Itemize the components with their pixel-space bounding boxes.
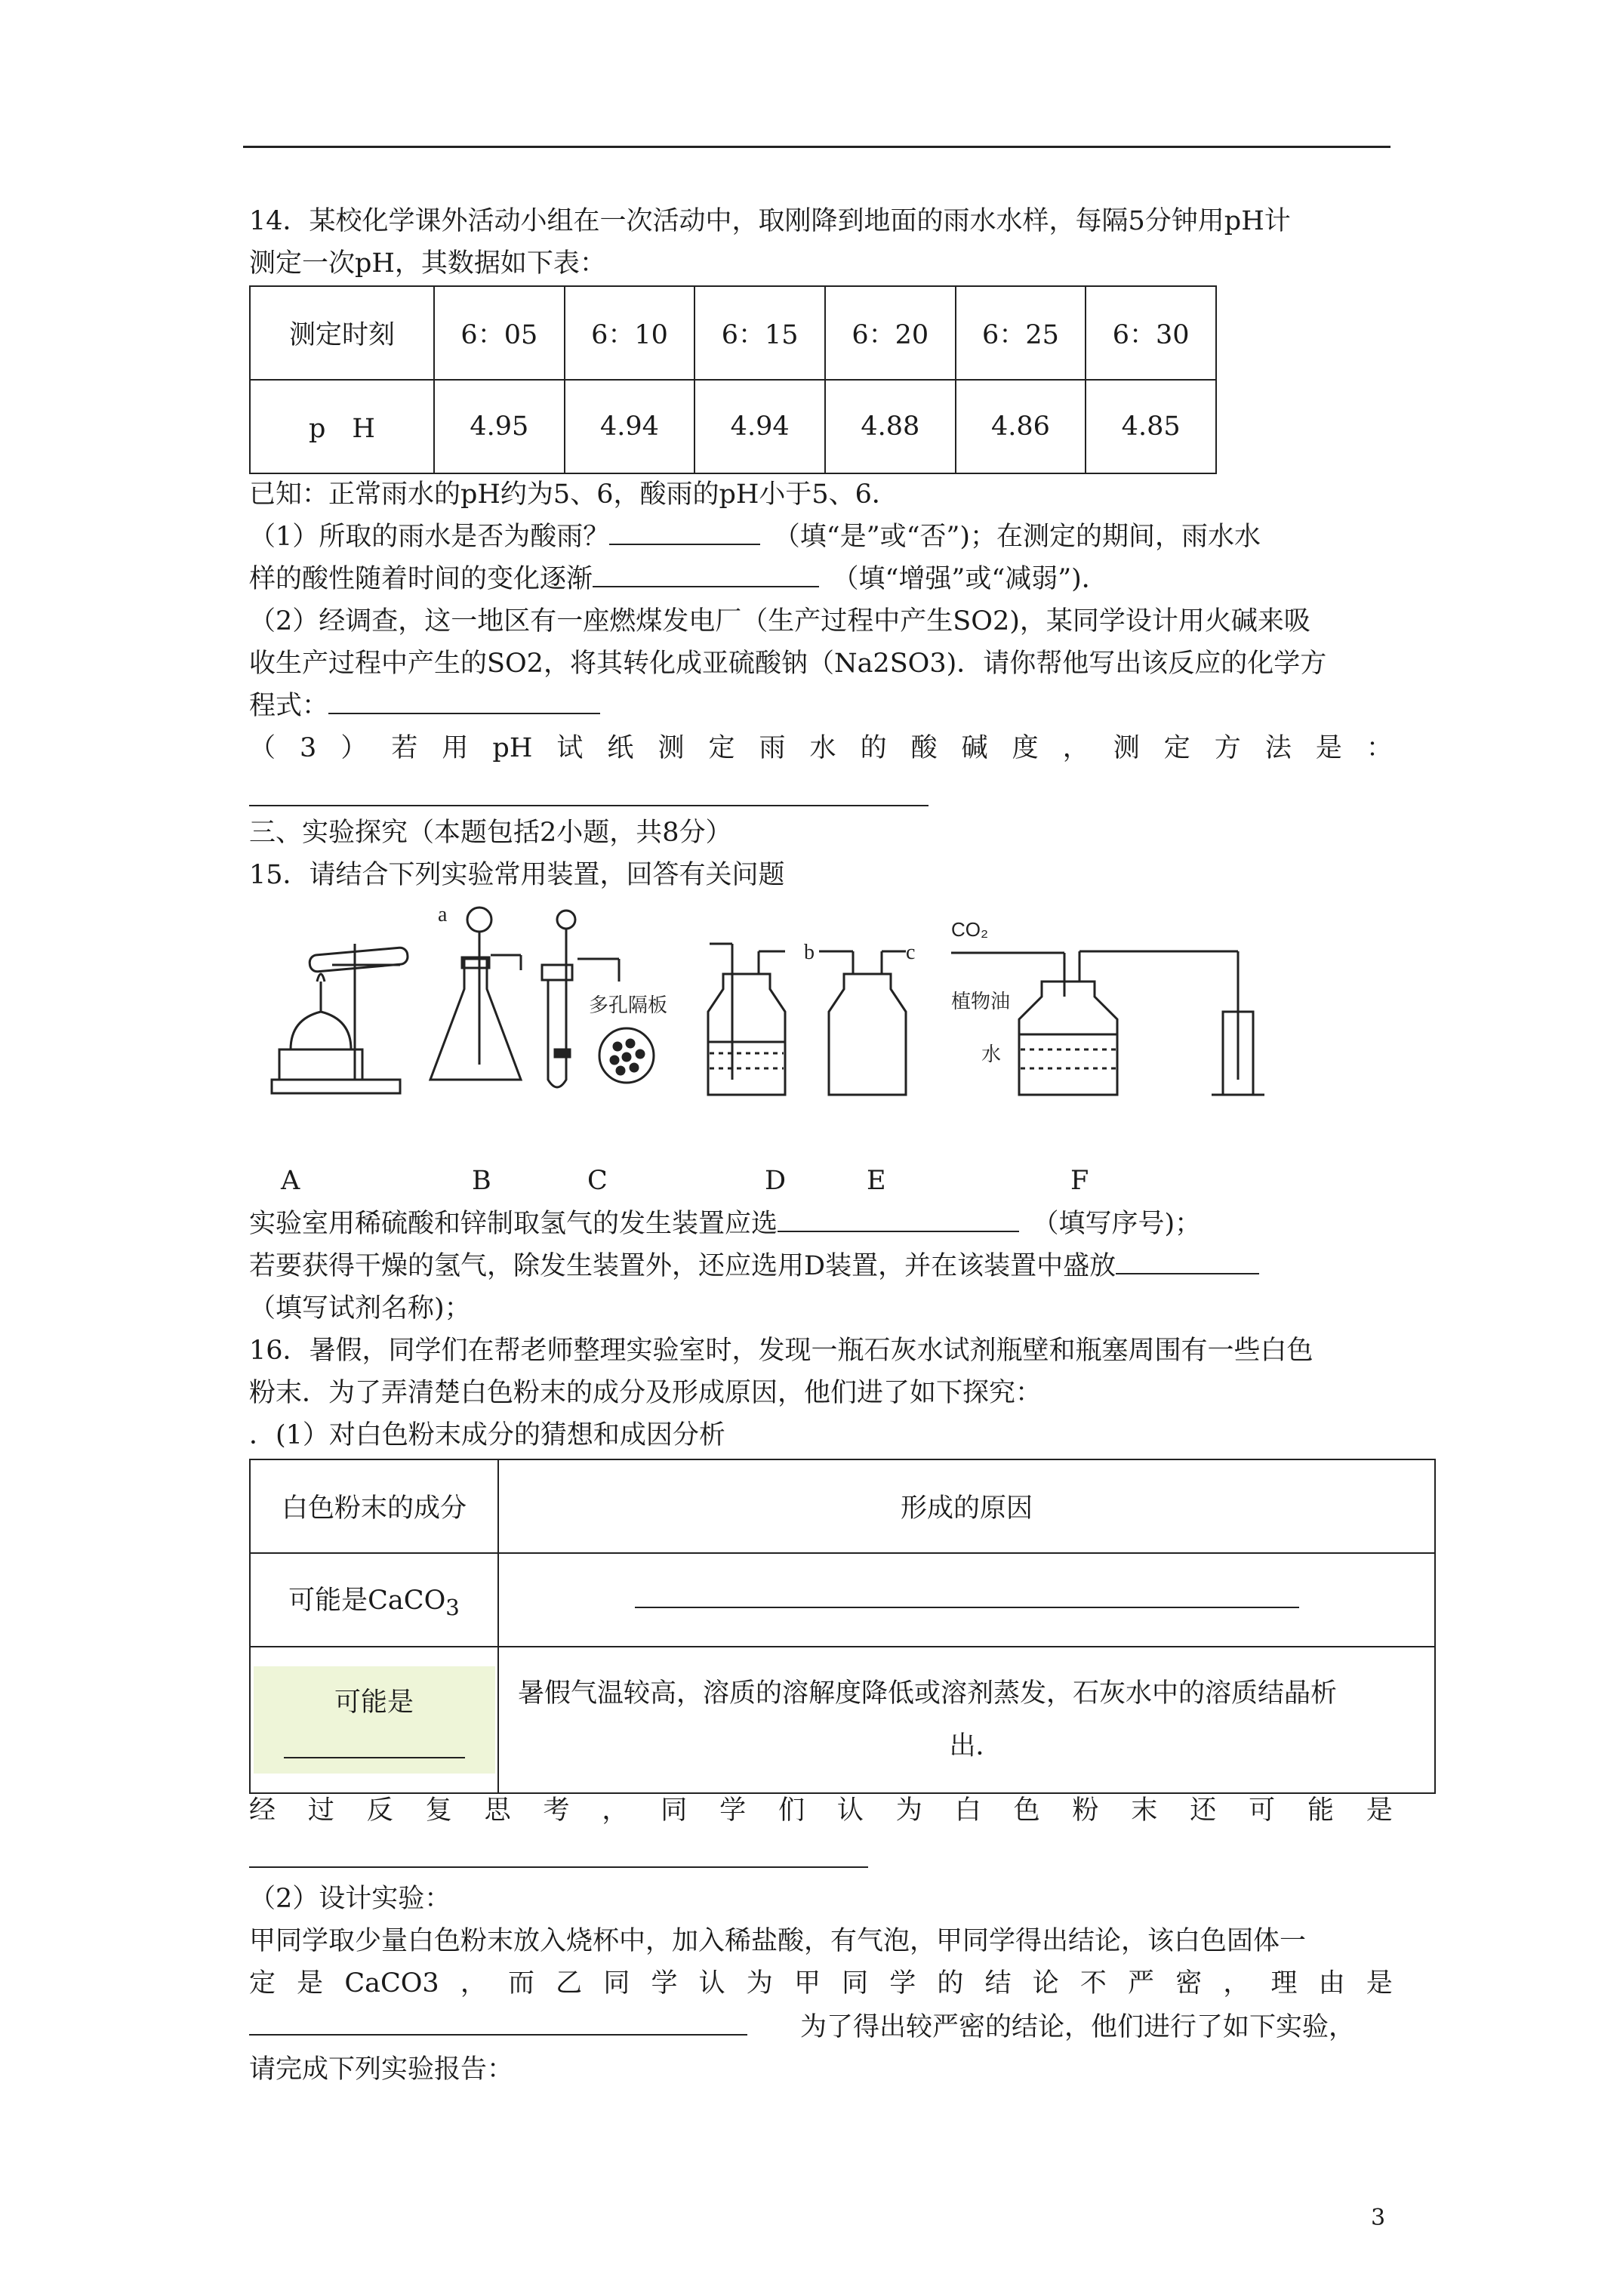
char: 的: [937, 1968, 964, 1999]
char: 末: [1131, 1795, 1158, 1826]
char: 密: [1175, 1968, 1203, 1999]
page-number: 3: [1371, 2205, 1386, 2231]
char: 们: [778, 1795, 805, 1826]
char: 认: [836, 1795, 864, 1826]
char: 为: [746, 1968, 773, 1999]
lab-equipment-figure: [257, 898, 1434, 1140]
char: 复: [425, 1795, 452, 1826]
char: CaCO3: [344, 1968, 439, 1999]
table-cell: 4.85: [1086, 380, 1216, 473]
char: 反: [366, 1795, 393, 1826]
q15-title: 15．请结合下列实验常用装置，回答有关问题: [249, 860, 785, 890]
table-cell: 4.86: [956, 380, 1086, 473]
q14-p3-char: 方: [1214, 733, 1241, 763]
table-cell: 6：20: [825, 286, 956, 380]
q14-p3-char: 度: [1012, 733, 1039, 763]
char: 经: [249, 1795, 276, 1826]
char: 粉: [1072, 1795, 1099, 1826]
char: 是: [1366, 1968, 1393, 1999]
char: 色: [1013, 1795, 1040, 1826]
figure-label-a: A: [281, 1166, 300, 1196]
table-cell: [498, 1553, 1435, 1647]
char: 过: [307, 1795, 334, 1826]
answer-blank[interactable]: [249, 1866, 868, 1868]
table-header: 形成的原因: [498, 1459, 1435, 1553]
q14-p3-char: ：: [1366, 733, 1393, 763]
q15-line3: （填写试剂名称)；: [249, 1293, 471, 1324]
q15-l1a: 实验室用稀硫酸和锌制取氢气的发生装置应选: [249, 1209, 778, 1239]
q14-p3-char: 若: [391, 733, 418, 763]
char: 考: [543, 1795, 570, 1826]
q16-p2-line1: 甲同学取少量白色粉末放入烧杯中，加入稀盐酸，有气泡，甲同学得出结论，该白色固体一: [249, 1926, 1307, 1956]
answer-blank[interactable]: [284, 1727, 465, 1758]
answer-blank[interactable]: [778, 1205, 1019, 1232]
partition-label: 多孔隔板: [589, 994, 668, 1017]
q15-line2: [249, 1247, 1393, 1285]
char: 而: [508, 1968, 535, 1999]
q14-p3-char: 法: [1264, 733, 1292, 763]
q14-p3-char: 测: [658, 733, 685, 763]
q16-after-line: [249, 1792, 1393, 1829]
apparatus-a: [272, 944, 408, 1093]
oil-label: 植物油: [951, 991, 1011, 1013]
q15-line1: [249, 1205, 1393, 1243]
q16-line1: 16．暑假，同学们在帮老师整理实验室时，发现一瓶石灰水试剂瓶壁和瓶塞周围有一些白色: [249, 1336, 1313, 1366]
apparatus-d: [708, 944, 785, 1095]
char: 同: [603, 1968, 630, 1999]
char: 认: [698, 1968, 725, 1999]
char: 同: [842, 1968, 869, 1999]
apparatus-e: [804, 941, 915, 1095]
q14-p3-char: 水: [809, 733, 836, 763]
table-cell: [250, 1647, 498, 1793]
char: 学: [889, 1968, 916, 1999]
char: 白: [954, 1795, 981, 1826]
table-cell: 6：05: [434, 286, 565, 380]
table-row: [250, 286, 1216, 380]
table-row: [250, 1553, 1435, 1647]
subscript: 3: [445, 1595, 460, 1620]
cell-text: 可能是CaCO: [288, 1586, 446, 1616]
char: 结: [984, 1968, 1012, 1999]
table-cell: [498, 1647, 1435, 1793]
table-cell: 4.95: [434, 380, 565, 473]
q14-p3-line: [249, 729, 1393, 767]
char: 乙: [556, 1968, 583, 1999]
q16-p2-line4: 请完成下列实验报告：: [249, 2054, 514, 2085]
q14-p1c: 样的酸性随着时间的变化逐渐: [249, 564, 593, 594]
q14-p2c: 程式：: [249, 691, 329, 721]
char: 理: [1270, 1968, 1298, 1999]
answer-box[interactable]: [254, 1666, 495, 1774]
answer-blank[interactable]: [635, 1601, 1299, 1608]
char: ，: [1223, 1968, 1250, 1999]
answer-blank[interactable]: [1116, 1247, 1259, 1274]
char: 是: [1366, 1795, 1393, 1826]
char: 论: [1032, 1968, 1059, 1999]
label-c: c: [906, 941, 916, 964]
char: 甲: [793, 1968, 821, 1999]
table-cell: [250, 1553, 498, 1647]
answer-blank[interactable]: [249, 805, 929, 806]
q14-p3-char: （: [249, 733, 276, 763]
apparatus-c: [542, 911, 667, 1087]
q14-p3-char: pH: [492, 733, 533, 763]
q16-p2-line2: [249, 1965, 1393, 2002]
char: 定: [249, 1968, 276, 1999]
apparatus-f: [951, 918, 1264, 1095]
answer-blank[interactable]: [328, 687, 600, 714]
water-label: 水: [981, 1043, 1002, 1066]
table-cell: 6：30: [1086, 286, 1216, 380]
q14-p1d: （填“增强”或“减弱”)．: [845, 564, 1108, 594]
q14-p1b: （填“是”或“否”)；在测定的期间，雨水水: [787, 522, 1261, 552]
table-row: [250, 380, 1216, 473]
q14-p3-char: 酸: [910, 733, 938, 763]
q14-p3-char: 雨: [759, 733, 786, 763]
q14-p3-char: 测: [1113, 733, 1140, 763]
q16-line3: ．(1）对白色粉末成分的猜想和成因分析: [249, 1420, 725, 1450]
figure-label-b: B: [472, 1166, 491, 1196]
table-cell: 4.94: [694, 380, 825, 473]
co2-label: CO₂: [951, 918, 989, 941]
q15-l1b: （填写序号)；: [1046, 1209, 1202, 1239]
char: 为: [895, 1795, 922, 1826]
char: 还: [1190, 1795, 1217, 1826]
q14-p1-line1: [249, 518, 1393, 556]
char: 严: [1128, 1968, 1155, 1999]
table-cell: p H: [250, 380, 434, 473]
table-cell: 4.94: [565, 380, 695, 473]
char: ，: [460, 1968, 487, 1999]
q14-line1: 14．某校化学课外活动小组在一次活动中，取刚降到地面的雨水水样，每隔5分钟用pH计: [249, 206, 1291, 236]
q14-p1-line2: [249, 560, 1393, 598]
char: 不: [1079, 1968, 1107, 1999]
figure-label-e: E: [867, 1166, 886, 1196]
q14-p3-char: ）: [340, 733, 368, 763]
char: 是: [297, 1968, 324, 1999]
char: 学: [651, 1968, 678, 1999]
q14-known: 已知：正常雨水的pH约为5、6，酸雨的pH小于5、6．: [249, 479, 898, 510]
label-a: a: [438, 903, 448, 926]
figure-label-d: D: [765, 1166, 787, 1196]
label-b: b: [804, 941, 815, 964]
q14-p3-char: 碱: [961, 733, 988, 763]
q14-p3-char: 用: [442, 733, 469, 763]
q16-p2l3: 为了得出较严密的结论，他们进行了如下实验，: [800, 2012, 1356, 2042]
q14-p3-char: ，: [1062, 733, 1089, 763]
table-cell: 6：10: [565, 286, 695, 380]
q16-line2: 粉末．为了弄清楚白色粉末的成分及形成原因，他们进了如下探究：: [249, 1378, 1042, 1408]
table-cell: 测定时刻: [250, 286, 434, 380]
char: ，: [602, 1795, 629, 1826]
q16-p2-line3: [249, 2008, 1393, 2046]
cell-text: 出．: [949, 1731, 1002, 1761]
q14-p3-char: 试: [556, 733, 584, 763]
answer-blank[interactable]: [609, 518, 760, 545]
answer-blank[interactable]: [249, 2008, 747, 2036]
apparatus-b: [430, 903, 521, 1080]
table-row: [250, 1459, 1435, 1553]
cell-text: 暑假气温较高，溶质的溶解度降低或溶剂蒸发，石灰水中的溶质结晶析: [518, 1678, 1338, 1709]
q16-p2: （2）设计实验：: [249, 1884, 451, 1914]
ph-table: [249, 285, 1217, 474]
q14-p3-char: 3: [300, 733, 317, 763]
q14-p3-char: 的: [860, 733, 887, 763]
char: 思: [484, 1795, 511, 1826]
table-cell: 6：15: [694, 286, 825, 380]
q14-p3-char: 定: [1163, 733, 1190, 763]
q14-p3-char: 是: [1315, 733, 1342, 763]
table-row: [250, 1647, 1435, 1793]
char: 学: [719, 1795, 747, 1826]
table-cell: 4.88: [825, 380, 956, 473]
cell-text: 可能是: [334, 1687, 414, 1718]
q14-p3-char: 定: [708, 733, 735, 763]
q14-p2a: （2）经调查，这一地区有一座燃煤发电厂（生产过程中产生SO2)，某同学设计用火碱来吸: [249, 606, 1310, 636]
char: 同: [661, 1795, 688, 1826]
table-cell: 6：25: [956, 286, 1086, 380]
char: 可: [1249, 1795, 1276, 1826]
q14-p2b: 收生产过程中产生的SO2，将其转化成亚硫酸钠（Na2SO3)．请你帮他写出该反应的化学方: [249, 649, 1327, 679]
header-rule: [243, 146, 1390, 148]
figure-label-f: F: [1070, 1166, 1089, 1196]
char: 由: [1318, 1968, 1345, 1999]
q14-p2c-line: [249, 687, 1393, 725]
powder-table: [249, 1459, 1436, 1794]
char: 能: [1307, 1795, 1335, 1826]
q15-l2: 若要获得干燥的氢气，除发生装置外，还应选用D装置，并在该装置中盛放: [249, 1251, 1116, 1281]
q14-line2: 测定一次pH，其数据如下表：: [249, 248, 606, 279]
section-3-heading: 三、实验探究（本题包括2小题，共8分）: [249, 818, 732, 848]
answer-blank[interactable]: [593, 560, 819, 587]
q14-p1a: （1）所取的雨水是否为酸雨？: [249, 522, 610, 552]
q14-p3-char: 纸: [607, 733, 634, 763]
table-header: 白色粉末的成分: [250, 1459, 498, 1553]
figure-label-c: C: [587, 1166, 608, 1196]
